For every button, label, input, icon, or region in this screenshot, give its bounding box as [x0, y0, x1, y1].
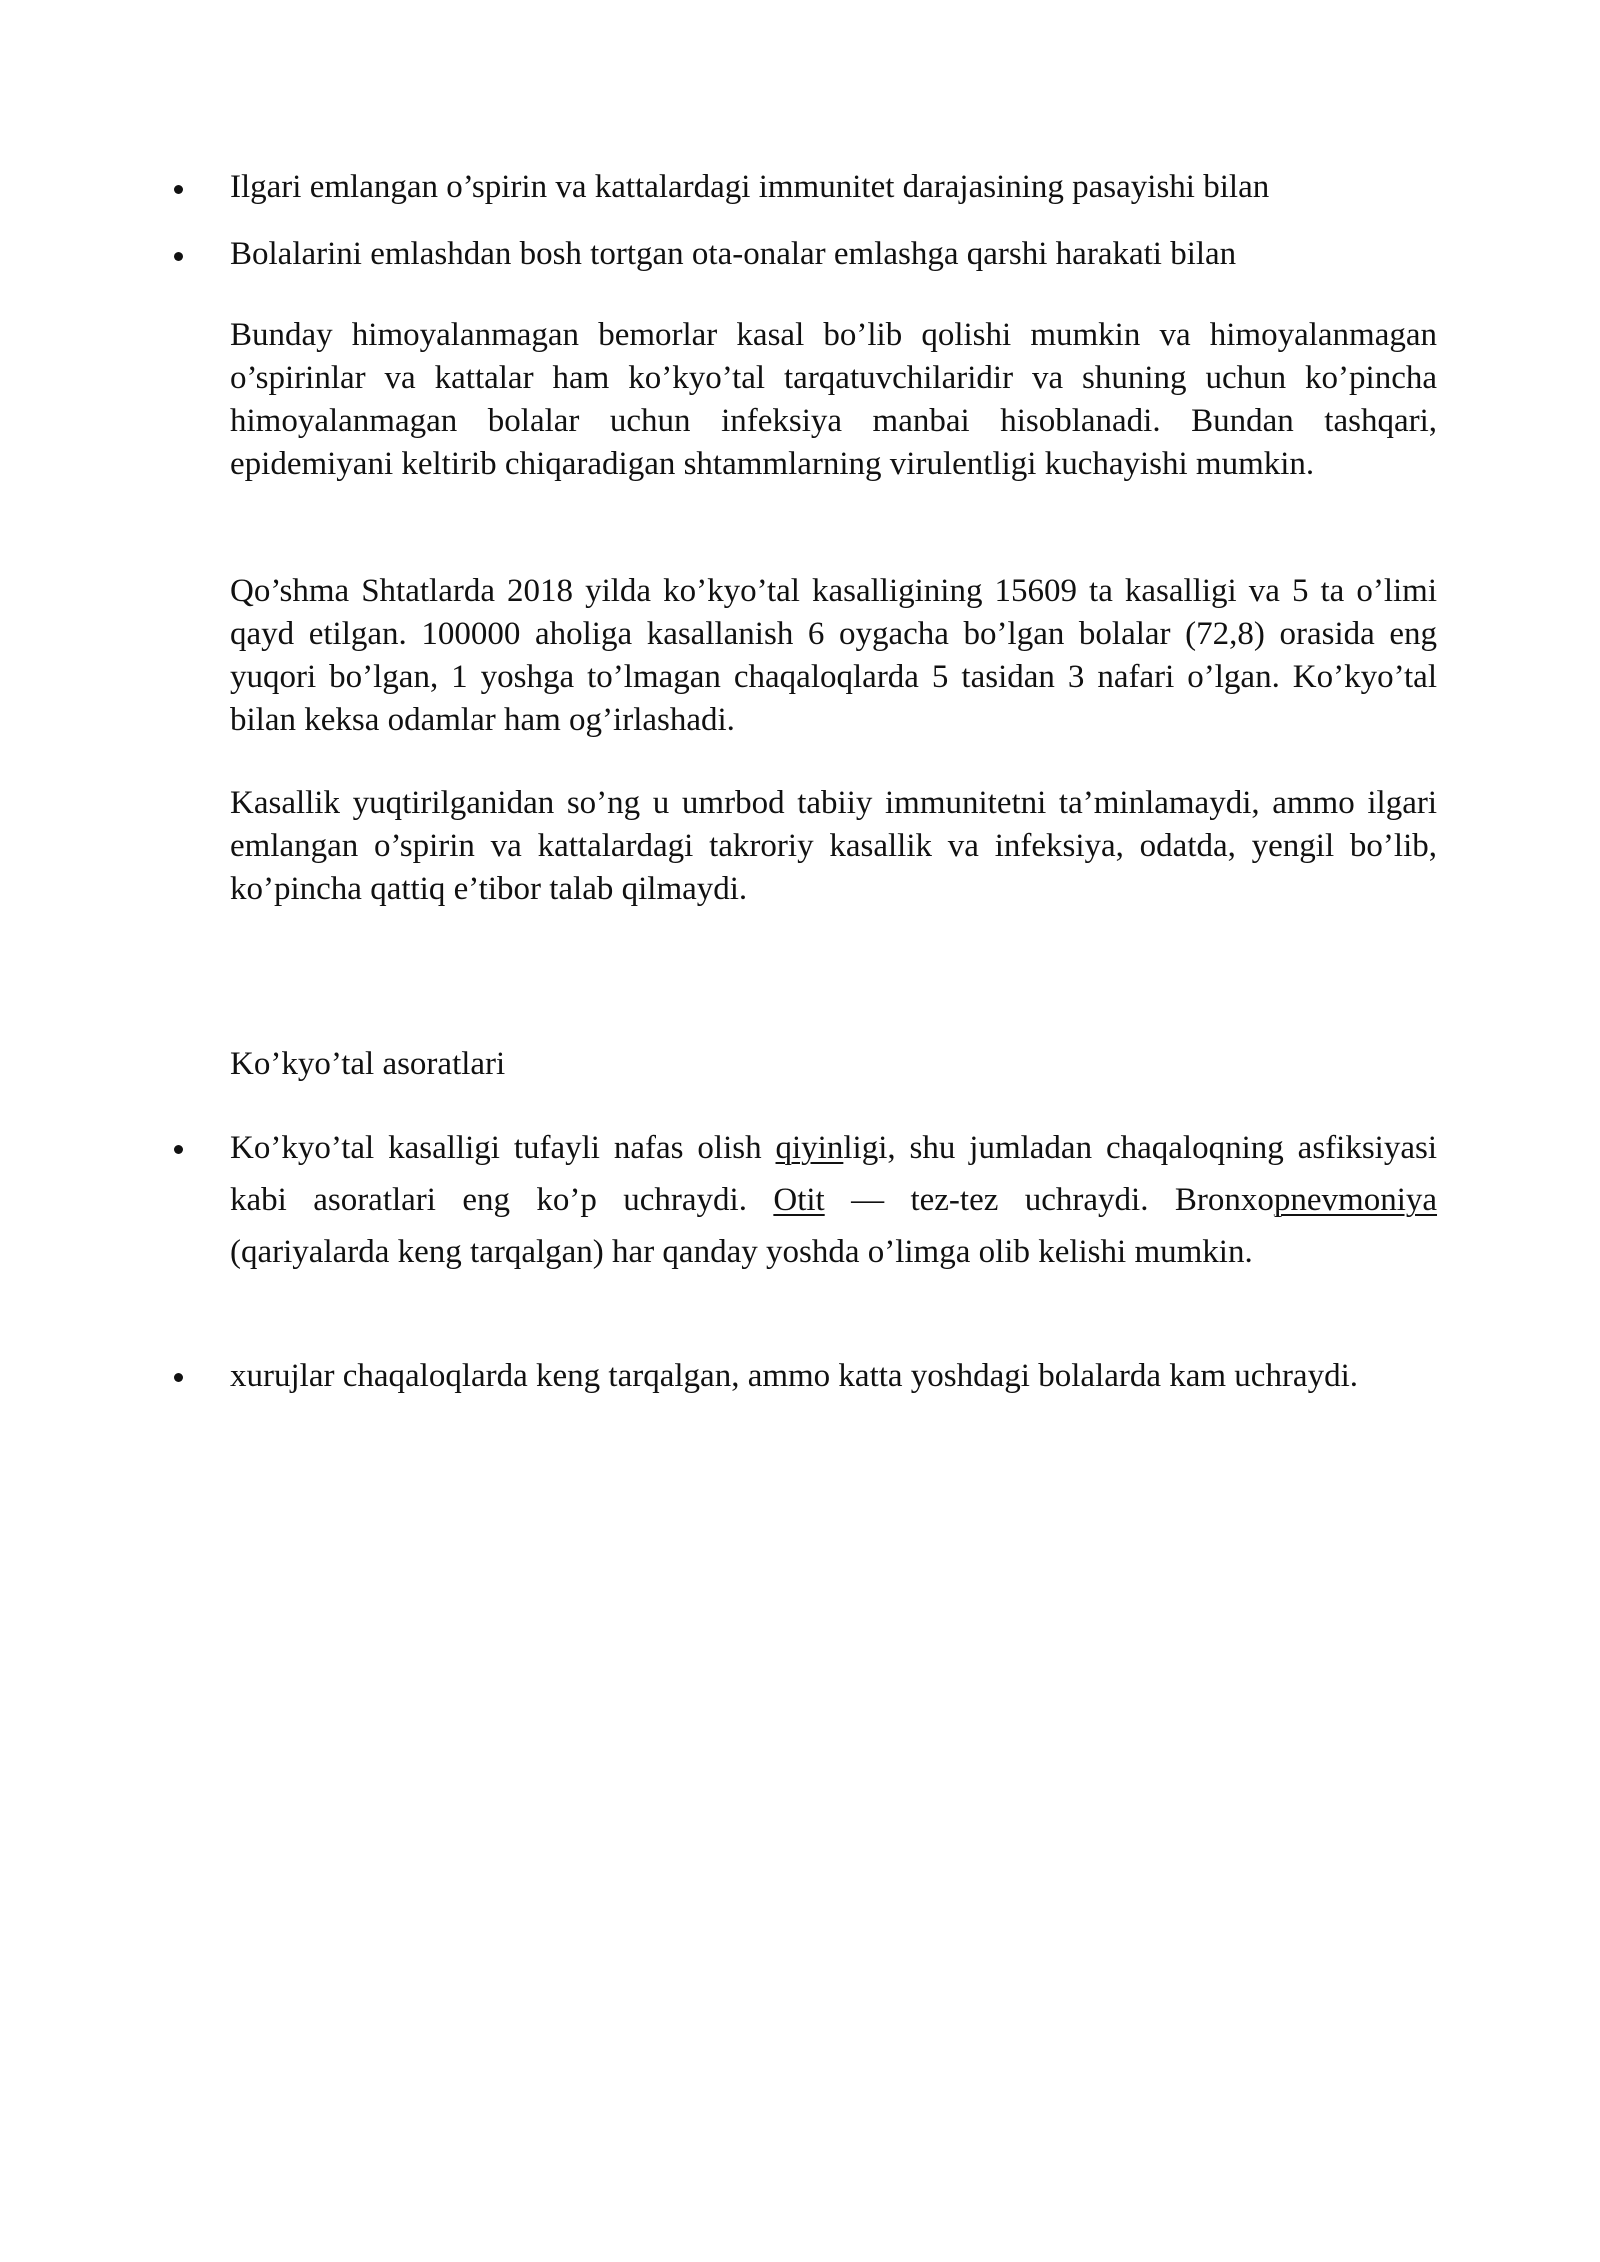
bullet-icon [174, 1350, 194, 1402]
paragraph: Kasallik yuqtirilganidan so’ng u umrbod tabiiy immunitetni ta’minlamaydi, ammo ilgari emlangan o’spirin va kattalardagi takroriy kasallik va infeksiya, odatda, yengil bo’lib, ko’pincha qattiq e’tibor talab qilmaydi. [230, 785, 1437, 907]
link-otit[interactable]: Otit [773, 1182, 825, 1218]
complication-item: xurujlar chaqaloqlarda keng tarqalgan, ammo katta yoshdagi bolalarda kam uchraydi. [230, 1358, 1358, 1394]
link-qiyin[interactable]: qiyin [775, 1130, 844, 1166]
complication-item [230, 1122, 1437, 1278]
text-span: (qariyalarda keng tarqalgan) har qanday yoshda o’limga olib kelishi mumkin. [230, 1234, 1253, 1270]
bullet-item: Ilgari emlangan o’spirin va kattalardagi immunitet darajasining pasayishi bilan [230, 169, 1270, 205]
text-span: Ko’kyo’tal kasalligi tufayli nafas olish [230, 1130, 776, 1166]
bullet-icon [174, 166, 194, 209]
bullet-icon [174, 1122, 194, 1174]
section-heading: Ko’kyo’tal asoratlari [230, 1046, 506, 1082]
bullet-item: Bolalarini emlashdan bosh tortgan ota-onalar emlashga qarshi harakati bilan [230, 236, 1237, 272]
paragraph: Qo’shma Shtatlarda 2018 yilda ko’kyo’tal kasalligining 15609 ta kasalligi va 5 ta o’limi qayd etilgan. 100000 aholiga kasallanish 6 oygacha bo’lgan bolalar (72,8) orasida eng yuqori bo’lgan, 1 yoshga to’lmagan chaqaloqlarda 5 tasidan 3 nafari o’lgan. Ko’kyo’tal bilan keksa odamlar ham og’irlashadi. [230, 573, 1437, 738]
bullet-icon [174, 233, 194, 276]
text-span: — tez-tez uchraydi. Bronxo [824, 1182, 1274, 1218]
link-pnevmoniya[interactable]: pnevmoniya [1273, 1182, 1438, 1218]
paragraph: Bunday himoyalanmagan bemorlar kasal bo’lib qolishi mumkin va himoyalanmagan o’spirinlar va kattalar ham ko’kyo’tal tarqatuvchilaridir va shuning uchun ko’pincha himoyalanmagan bolalar uchun infeksiya manbai hisoblanadi. Bundan tashqari, epidemiyani keltirib chiqaradigan shtammlarning virulentligi kuchayishi mumkin. [230, 317, 1437, 482]
text-span: ligi, shu jumladan chaqaloqning asfiksiyasi kabi asoratlari eng ko’p uchraydi. [230, 1130, 1437, 1218]
